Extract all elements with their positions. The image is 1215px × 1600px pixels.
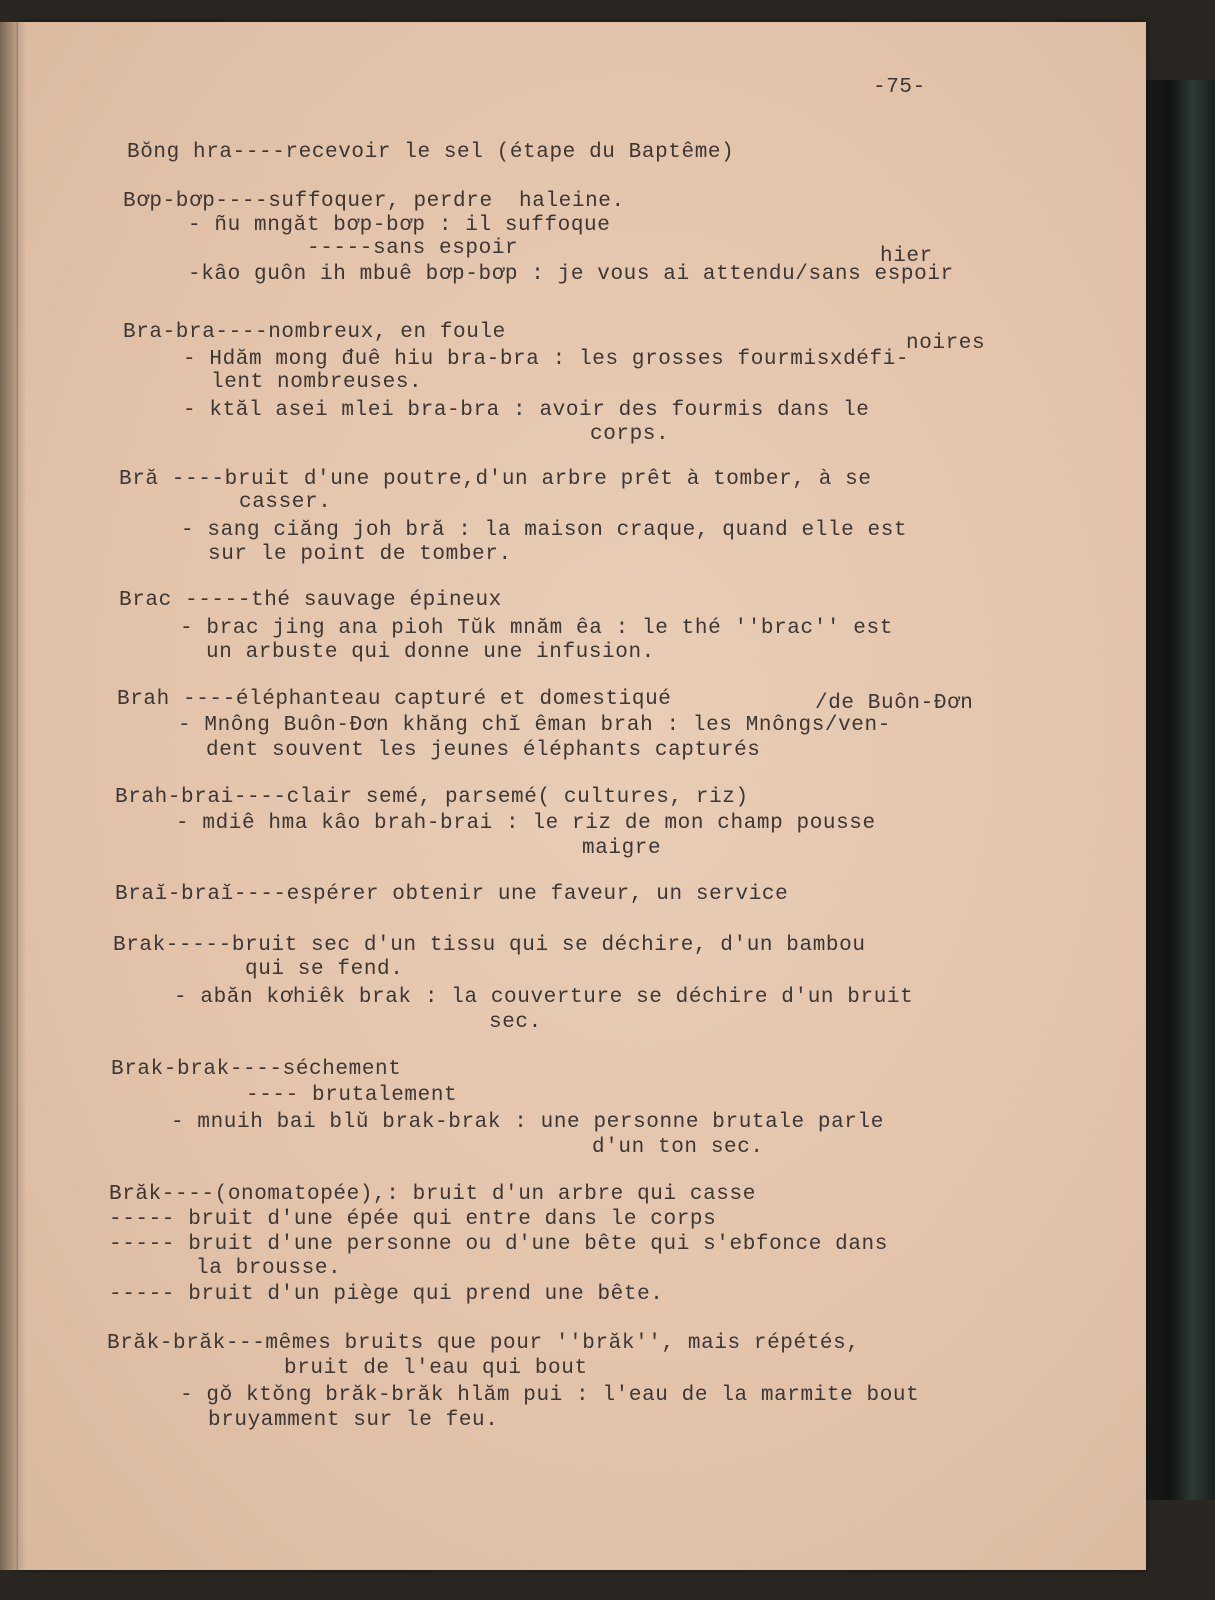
example-continuation-line: lent nombreuses. <box>211 371 423 394</box>
entry-headword-line: Bŏng hra----recevoir le sel (étape du Baptême) <box>127 141 735 164</box>
definition-continuation-line: bruit de l'eau qui bout <box>284 1357 588 1380</box>
entry-headword-line: Brah-brai----clair semé, parsemé( cultures, riz) <box>115 786 749 809</box>
example-line: -kâo guôn ih mbuê bơp-bơp : je vous ai attendu/sans espoir <box>188 263 954 286</box>
entry-headword-line: Brăk-brăk---mêmes bruits que pour ''brăk'', mais répétés, <box>107 1332 860 1355</box>
example-continuation-line: dent souvent les jeunes éléphants capturés <box>206 739 761 762</box>
example-continuation-line: bruyamment sur le feu. <box>208 1409 499 1432</box>
example-continuation-line: sec. <box>489 1011 542 1034</box>
handwritten-correction: noires <box>906 332 986 355</box>
entry-headword-line: Brăk----(onomatopée),: bruit d'un arbre qui casse <box>109 1183 756 1206</box>
definition-line: -----sans espoir <box>307 237 519 260</box>
book-binding <box>1140 80 1215 1500</box>
example-continuation-line: sur le point de tomber. <box>208 543 512 566</box>
page-gutter <box>0 22 26 1570</box>
example-line: - Hdăm mong đuê hiu bra-bra : les grosses fourmisxdéfi- <box>183 348 910 371</box>
page-number: -75- <box>873 76 926 99</box>
definition-line: ----- bruit d'une épée qui entre dans le corps <box>109 1208 717 1231</box>
example-line: - ñu mngăt bơp-bơp : il suffoque <box>188 214 611 237</box>
definition-continuation-line: la brousse. <box>196 1257 342 1280</box>
example-line: - gŏ ktŏng brăk-brăk hlăm pui : l'eau de la marmite bout <box>180 1384 920 1407</box>
handwritten-correction: hier <box>880 245 933 268</box>
definition-line: ----- bruit d'une personne ou d'une bête qui s'ebfonce dans <box>109 1233 888 1256</box>
definition-line: ---- brutalement <box>246 1084 458 1107</box>
definition-continuation-line: casser. <box>239 491 332 514</box>
example-continuation-line: un arbuste qui donne une infusion. <box>206 641 655 664</box>
entry-headword-line: Bơp-bơp----suffoquer, perdre haleine. <box>123 190 625 213</box>
example-line: - sang ciăng joh bră : la maison craque, quand elle est <box>181 519 908 542</box>
example-line: - Mnông Buôn-Đơn khăng chĭ êman brah : les Mnôngs/ven- <box>178 714 891 737</box>
entry-headword-line: Brak-----bruit sec d'un tissu qui se déchire, d'un bambou <box>113 934 866 957</box>
example-line: - ktăl asei mlei bra-bra : avoir des fourmis dans le <box>183 399 870 422</box>
entry-headword-line: Brac -----thé sauvage épineux <box>119 589 502 612</box>
example-line: - mnuih bai blŭ brak-brak : une personne brutale parle <box>171 1111 884 1134</box>
definition-line: ----- bruit d'un piège qui prend une bête. <box>109 1283 664 1306</box>
example-line: - abăn kơhiêk brak : la couverture se déchire d'un bruit <box>174 986 914 1009</box>
entry-headword-line: Bră ----bruit d'une poutre,d'un arbre prêt à tomber, à se <box>119 468 872 491</box>
entry-headword-line: Brah ----éléphanteau capturé et domestiqué <box>117 688 672 711</box>
handwritten-correction: /de Buôn-Đơn <box>815 692 974 715</box>
example-continuation-line: corps. <box>590 423 670 446</box>
example-line: - brac jing ana pioh Tŭk mnăm êa : le thé ''brac'' est <box>180 617 893 640</box>
example-continuation-line: d'un ton sec. <box>592 1136 764 1159</box>
definition-continuation-line: qui se fend. <box>245 958 404 981</box>
entry-headword-line: Brak-brak----séchement <box>111 1058 402 1081</box>
example-line: - mdiê hma kâo brah-brai : le riz de mon champ pousse <box>176 812 876 835</box>
entry-headword-line: Braĭ-braĭ----espérer obtenir une faveur, un service <box>115 883 789 906</box>
example-continuation-line: maigre <box>582 837 662 860</box>
entry-headword-line: Bra-bra----nombreux, en foule <box>123 321 506 344</box>
